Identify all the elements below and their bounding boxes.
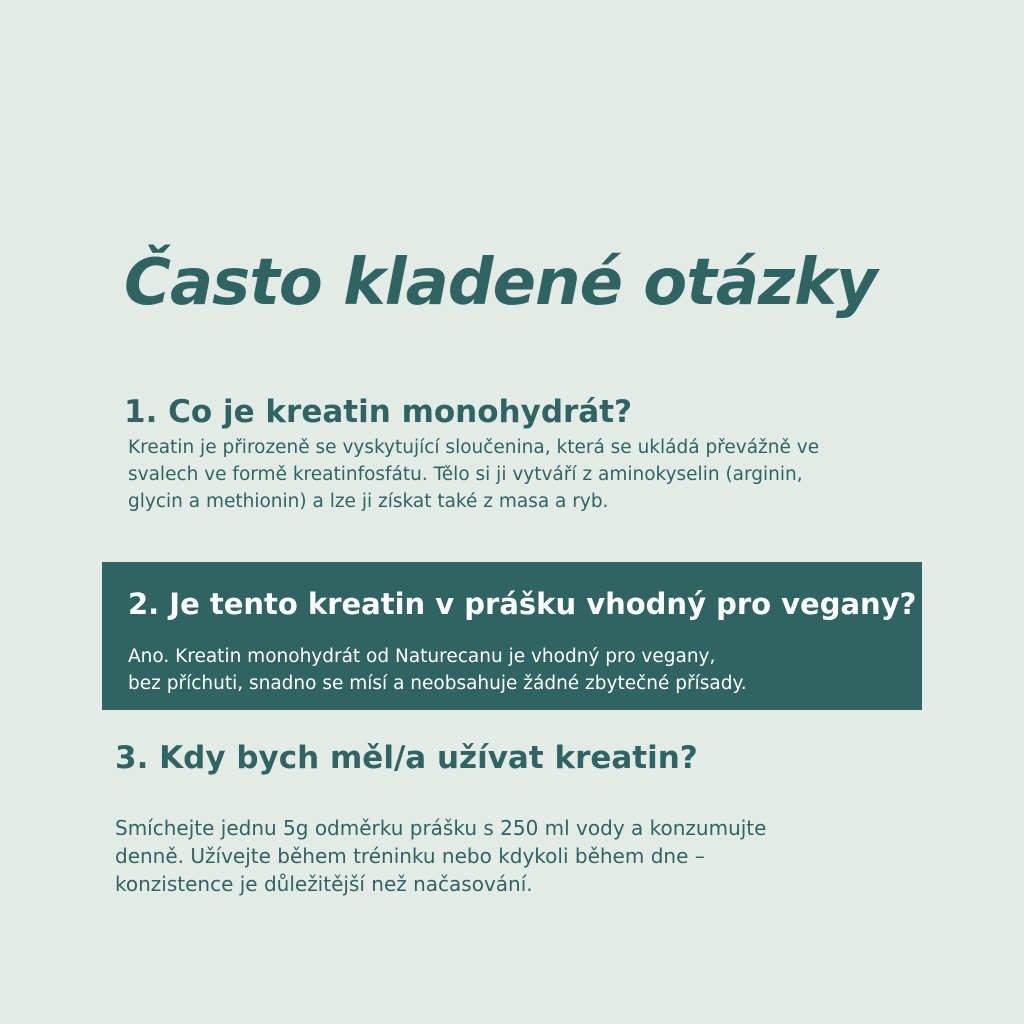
page-title: Často kladené otázky	[124, 246, 877, 320]
faq-question-3: 3. Kdy bych měl/a užívat kreatin?	[115, 740, 698, 776]
answer-line: Ano. Kreatin monohydrát od Naturecanu je vhodný pro vegany,	[128, 646, 716, 667]
answer-line: bez příchuti, snadno se mísí a neobsahuje žádné zbytečné přísady.	[128, 672, 747, 694]
faq-answer-1	[128, 435, 928, 515]
faq-question-1: 1. Co je kreatin monohydrát?	[124, 394, 633, 430]
faq-answer-3	[115, 814, 915, 898]
answer-line: glycin a methionin) a lze ji získat také z masa a ryb.	[128, 490, 609, 512]
faq-answer-2	[128, 644, 908, 698]
answer-line: Smíchejte jednu 5g odměrku prášku s 250 ml vody a konzumujte	[115, 816, 767, 840]
answer-line: konzistence je důležitější než načasování.	[115, 872, 533, 896]
answer-line: Kreatin je přirozeně se vyskytující sloučenina, která se ukládá převážně ve	[128, 437, 820, 458]
answer-line: denně. Užívejte během tréninku nebo kdykoli během dne –	[115, 844, 705, 868]
faq-question-2: 2. Je tento kreatin v prášku vhodný pro vegany?	[128, 587, 917, 621]
answer-line: svalech ve formě kreatinfosfátu. Tělo si ji vytváří z aminokyselin (arginin,	[128, 463, 803, 485]
